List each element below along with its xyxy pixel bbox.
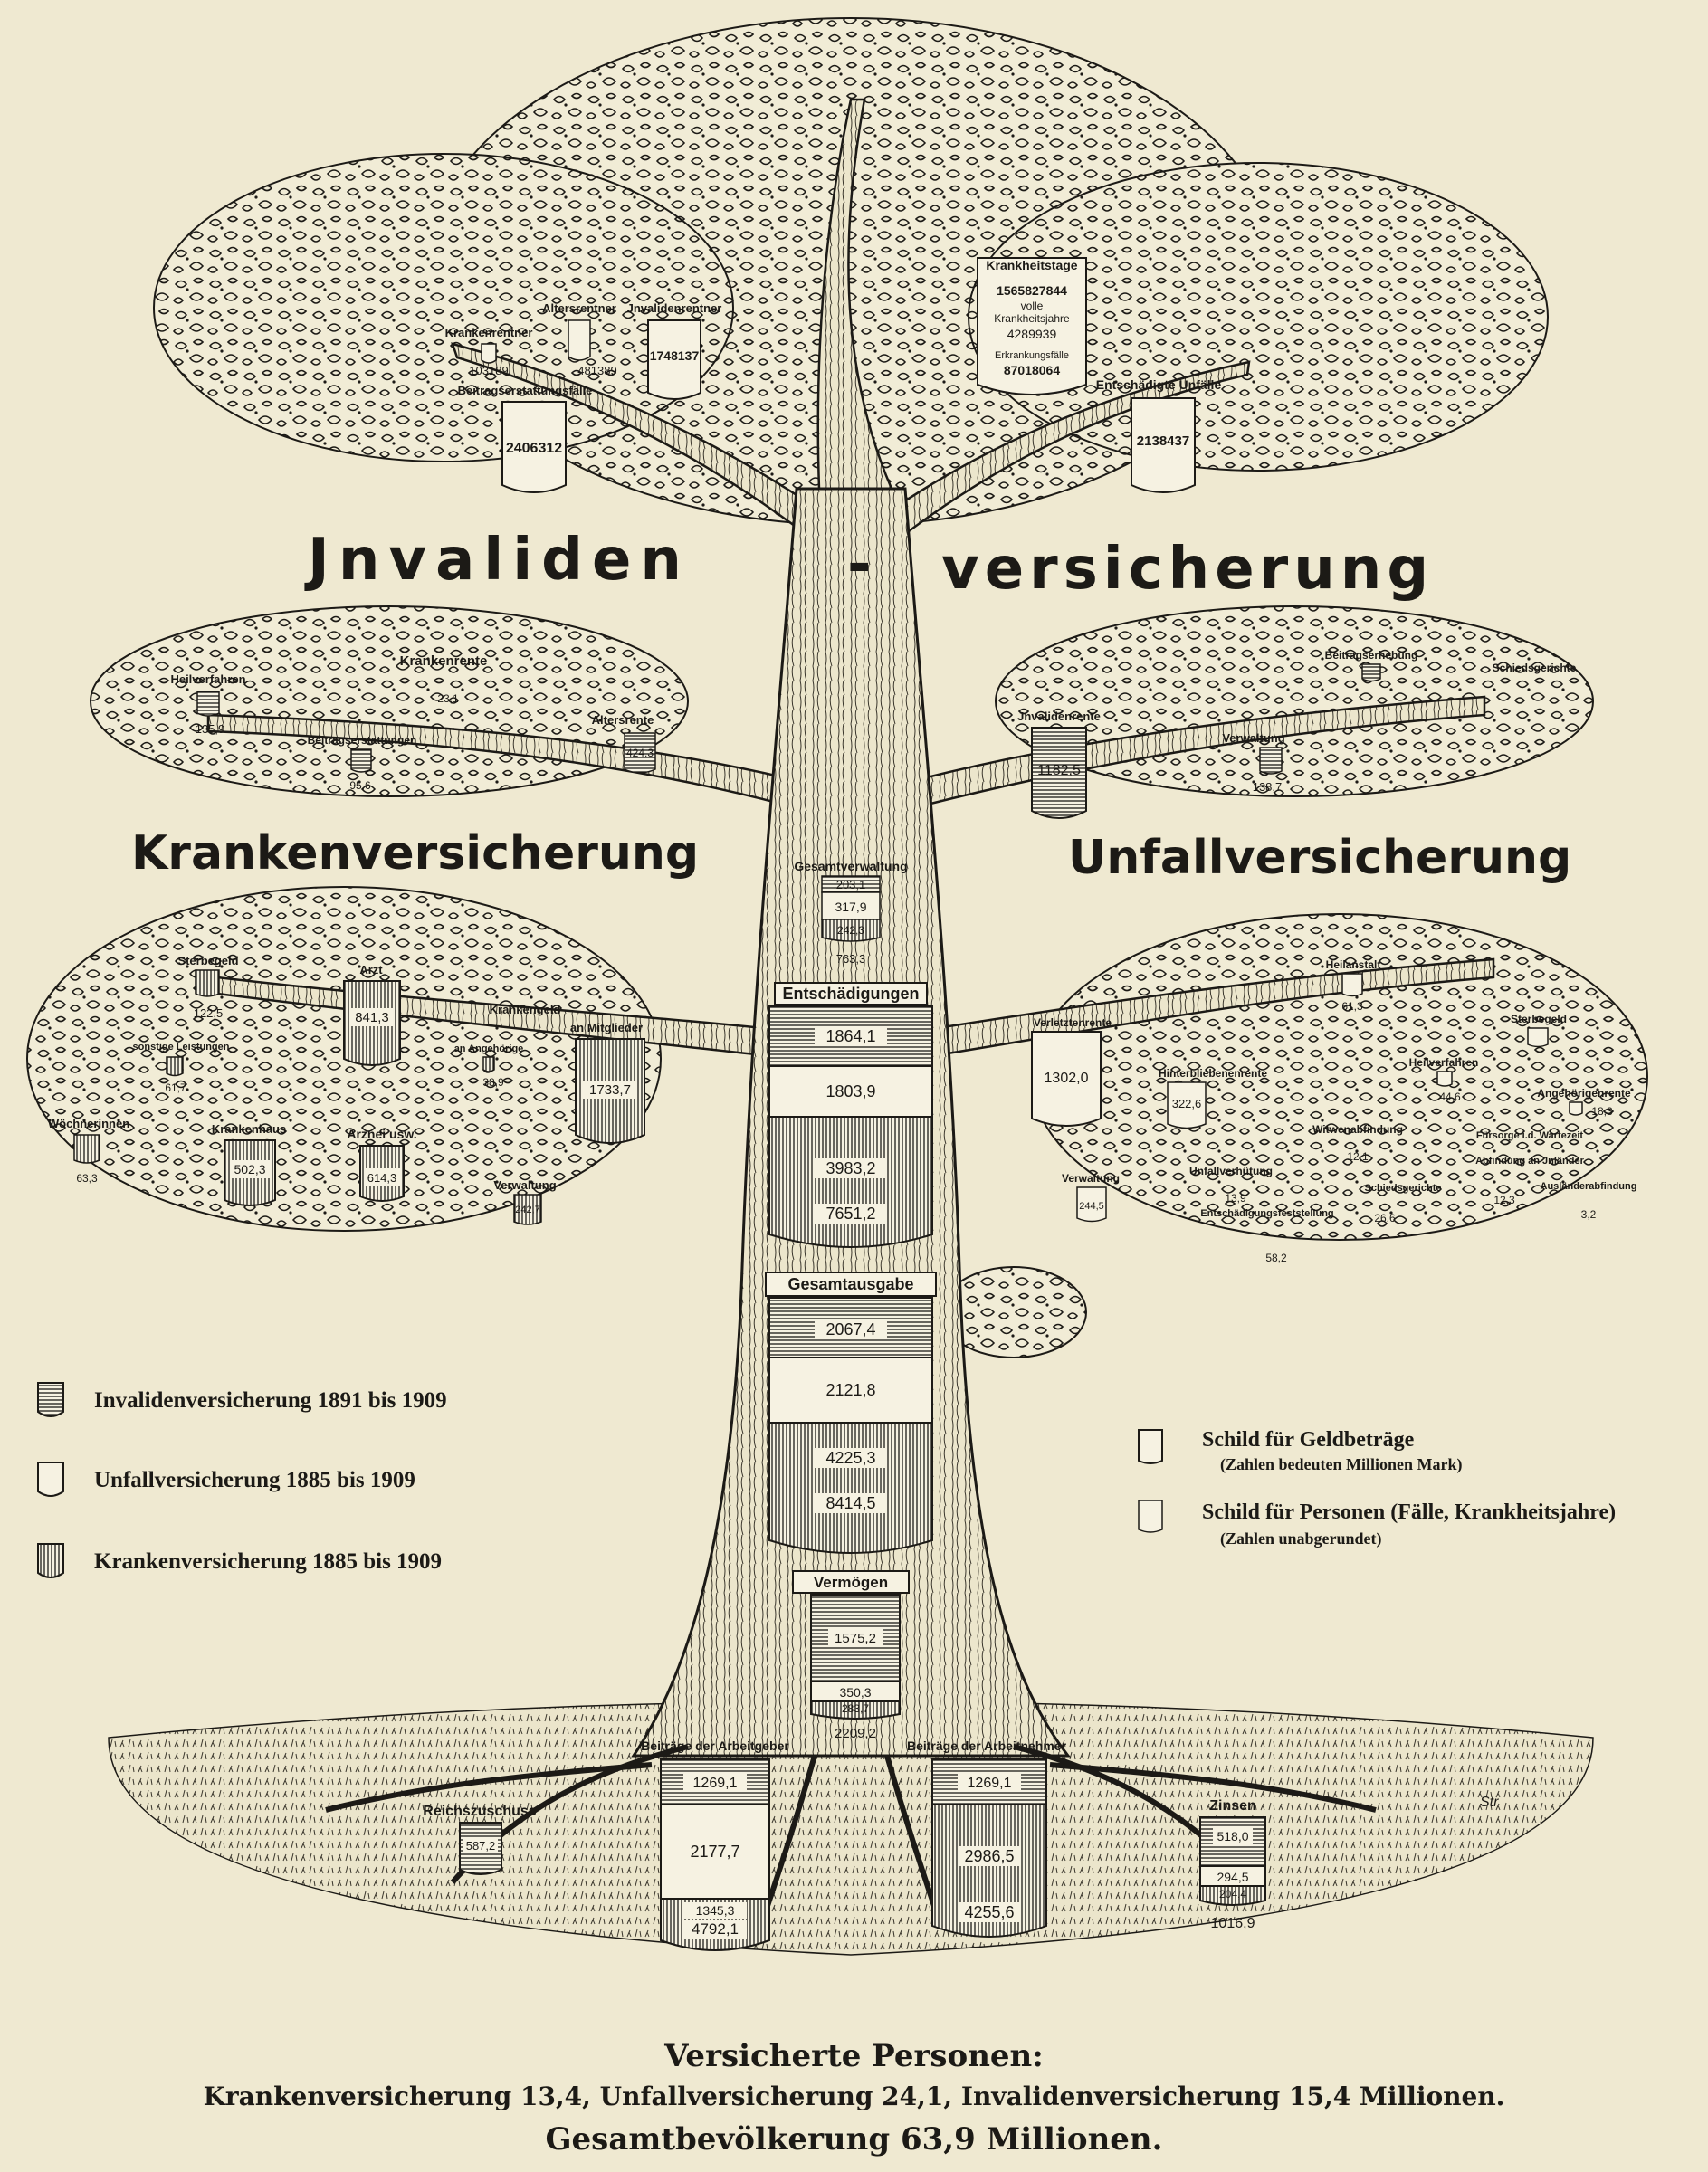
value-uf-verletztenrente: 1302,0 xyxy=(1044,1071,1089,1086)
legend-label-invaliden: Invalidenversicherung 1891 bis 1909 xyxy=(94,1388,447,1413)
title-krankenversicherung: Krankenversicherung xyxy=(131,826,700,881)
value-uf-heilverfahren: 44,6 xyxy=(1439,1091,1461,1103)
value-inv-beitragserstattungen: 95,6 xyxy=(349,779,371,792)
label-kr-arzt: Arzt xyxy=(359,963,383,976)
label-arbeitgeber: Beiträge der Arbeitgeber xyxy=(641,1739,789,1753)
label-inv-verwaltung: Verwaltung xyxy=(1222,731,1285,745)
title-dash: - xyxy=(847,531,872,598)
legend-swatch-blank xyxy=(36,1461,65,1500)
label-uf-auslaenderabfindung: Ausländerabfindung xyxy=(1540,1181,1637,1192)
zi-value-1: 518,0 xyxy=(1217,1829,1249,1843)
label-reichszuschuss: Reichszuschuss xyxy=(423,1804,537,1819)
ent-bar-kranken xyxy=(769,1117,932,1247)
label-uf-fuersorge: Fürsorge i.d. Wartezeit xyxy=(1475,1130,1584,1141)
shield-kr-sterbegeld xyxy=(196,970,219,996)
shield-kr-woechnerinnen xyxy=(74,1135,100,1163)
label-vermoegen: Vermögen xyxy=(813,1574,889,1591)
label-uf-unfallverhuetung: Unfallverhütung xyxy=(1189,1165,1273,1177)
zi-total: 1016,9 xyxy=(1210,1916,1255,1931)
vm-value-1: 1575,2 xyxy=(835,1631,876,1646)
footer-population: Gesamtbevölkerung 63,9 Millionen. xyxy=(545,2121,1163,2158)
shield-kr-an-angehoerige xyxy=(483,1057,494,1072)
ag-value-3: 1345,3 xyxy=(695,1903,735,1918)
value-inv-heilverfahren: 135,9 xyxy=(195,722,225,736)
key-label-persons: Schild für Personen (Fälle, Krankheitsjahre) xyxy=(1202,1500,1617,1524)
legend-key xyxy=(1139,1430,1162,1532)
label-entschaedigte-unfaelle: Entschädigte Unfälle xyxy=(1095,377,1222,392)
footer-heading: Versicherte Personen: xyxy=(664,2038,1044,2074)
value-uf-entschaedigungsfeststellung: 58,2 xyxy=(1265,1252,1287,1264)
value-inv-invalidenrente: 1182,5 xyxy=(1037,763,1081,778)
label-gesamtausgabe: Gesamtausgabe xyxy=(787,1275,914,1293)
gv-value-2: 317,9 xyxy=(835,900,867,914)
an-value-2: 2986,5 xyxy=(964,1847,1015,1865)
label-krankheitstage: Krankheitstage xyxy=(986,258,1078,272)
shield-inv-beitragserstattungen xyxy=(351,749,371,772)
shield-key-money xyxy=(1139,1430,1162,1463)
value-kr-an-angehoerige: 38,9 xyxy=(482,1076,504,1089)
label-arbeitnehmer: Beiträge der Arbeitnehmer xyxy=(906,1739,1067,1753)
an-total: 4255,6 xyxy=(964,1903,1015,1921)
label-gesamtverwaltung: Gesamtverwaltung xyxy=(794,859,908,873)
value-altersrentner: 481389 xyxy=(577,364,617,377)
value-invalidenrentner: 1748137 xyxy=(649,348,700,363)
gv-total: 763,3 xyxy=(835,952,866,966)
value-entschaedigte-unfaelle: 2138437 xyxy=(1136,433,1190,449)
an-value-1: 1269,1 xyxy=(967,1776,1012,1791)
value-reichszuschuss: 587,2 xyxy=(465,1839,496,1853)
label-uf-witwenabfindung: Witwenabfindung xyxy=(1312,1123,1403,1136)
value-kr-sonstige: 61,7 xyxy=(165,1081,186,1094)
title-versicherung: versicherung xyxy=(941,536,1435,603)
gv-value-1: 203,1 xyxy=(835,878,866,891)
label-uf-abfindung-inlaender: Abfindung an Jnländer xyxy=(1475,1156,1584,1167)
value-inv-verwaltung: 138,7 xyxy=(1252,780,1283,794)
label-kr-woechnerinnen: Wöchnerinnen xyxy=(47,1117,130,1130)
value-kr-arzt: 841,3 xyxy=(355,1010,389,1025)
label-kr-krankengeld: Krankengeld xyxy=(489,1003,561,1016)
key-note-persons: (Zahlen unabgerundet) xyxy=(1220,1529,1382,1548)
ga-value-1: 2067,4 xyxy=(825,1320,876,1338)
zi-value-2: 294,5 xyxy=(1217,1870,1249,1884)
ent-value-1: 1864,1 xyxy=(825,1027,876,1045)
key-label-money: Schild für Geldbeträge xyxy=(1202,1428,1415,1452)
ga-value-2: 2121,8 xyxy=(825,1381,876,1399)
value-uf-abfindung-inlaender: 12,3 xyxy=(1493,1194,1515,1206)
label-erkrankungsfaelle: Erkrankungsfälle xyxy=(995,350,1069,361)
value-kr-krankenhaus: 502,3 xyxy=(234,1162,266,1176)
value-kr-an-mitglieder: 1733,7 xyxy=(589,1082,631,1098)
ent-value-3: 3983,2 xyxy=(825,1159,876,1177)
gv-value-3: 242,3 xyxy=(836,924,865,937)
value-inv-krankenrente: 23,1 xyxy=(437,692,459,705)
label-inv-beitragserstattungen: Beitragserstattungen xyxy=(307,734,417,747)
label-uf-heilverfahren: Heilverfahren xyxy=(1408,1056,1479,1069)
label-inv-altersrente: Altersrente xyxy=(591,713,654,727)
value-uf-schiedsgerichte: 26,6 xyxy=(1374,1212,1396,1224)
label-uf-verwaltung: Verwaltung xyxy=(1061,1172,1121,1185)
shield-key-persons xyxy=(1139,1500,1162,1532)
value-kr-122: 122,5 xyxy=(193,1006,224,1020)
label-kr-an-mitglieder: an Mitglieder xyxy=(569,1021,644,1034)
vm-value-2: 350,3 xyxy=(839,1685,872,1700)
value-uf-auslaenderabfindung: 3,2 xyxy=(1580,1208,1597,1221)
key-note-money: (Zahlen bedeuten Millionen Mark) xyxy=(1220,1455,1463,1473)
legend-label-kranken: Krankenversicherung 1885 bis 1909 xyxy=(94,1549,443,1574)
label-inv-heilverfahren: Heilverfahren xyxy=(170,672,246,686)
label-krankenrentner: Krankenrentner xyxy=(444,326,533,339)
value-beitragserstattungsfaelle: 2406312 xyxy=(505,441,563,456)
title-unfallversicherung: Unfallversicherung xyxy=(1068,831,1572,885)
ga-total: 8414,5 xyxy=(825,1494,876,1512)
label-uf-schiedsgerichte: Schiedsgerichte xyxy=(1364,1183,1442,1194)
title-invaliden: Jnvaliden xyxy=(308,527,691,594)
label-uf-angehoerigenrente: Angehörigenrente xyxy=(1537,1087,1631,1100)
label-kr-sterbegeld: Sterbegeld xyxy=(177,954,239,967)
shield-uf-heilanstalt xyxy=(1342,974,1362,996)
vm-total: 2209,2 xyxy=(835,1726,876,1741)
ag-value-1: 1269,1 xyxy=(692,1776,738,1791)
label-entschaedigungen: Entschädigungen xyxy=(782,985,920,1003)
vm-value-3: 283,7 xyxy=(841,1702,870,1715)
legend-item-kranken xyxy=(36,1542,442,1582)
ga-bar-kranken xyxy=(769,1423,932,1553)
label-altersrentner: Altersrentner xyxy=(542,301,616,315)
value-uf-hinterbliebenenrente: 322,6 xyxy=(1171,1097,1202,1110)
label-inv-krankenrente: Krankenrente xyxy=(399,653,488,669)
value-kr-arznei: 614,3 xyxy=(367,1171,397,1185)
shield-inv-heilverfahren xyxy=(197,691,219,716)
footer-insured-counts: Krankenversicherung 13,4, Unfallversicherung 24,1, Invalidenversicherung 15,4 Millionen. xyxy=(203,2082,1505,2111)
value-kr-verwaltung: 242,7 xyxy=(515,1205,540,1215)
value-uf-angehoerigenrente: 18,3 xyxy=(1591,1105,1613,1118)
value-uf-verwaltung: 244,5 xyxy=(1079,1201,1104,1212)
ent-total: 7651,2 xyxy=(825,1205,876,1223)
label-inv-beitragserhebung: Beitragserhebung xyxy=(1324,649,1418,662)
label-kr-krankenhaus: Krankenhaus xyxy=(211,1122,287,1136)
value-krankheitsjahre: 4289939 xyxy=(1007,327,1057,341)
label-kr-arznei: Arznei usw. xyxy=(347,1127,417,1141)
label-uf-sterbegeld: Sterbegeld xyxy=(1510,1013,1568,1025)
ag-value-2: 2177,7 xyxy=(690,1843,740,1861)
shield-uf-heilverfahren xyxy=(1437,1072,1452,1086)
ga-value-3: 4225,3 xyxy=(825,1449,876,1467)
legend-swatch-horizontal xyxy=(36,1381,65,1421)
label-kr-an-angehoerige: an Angehörige xyxy=(453,1043,524,1054)
value-inv-altersrente: 424,3 xyxy=(625,747,654,759)
ag-total: 4792,1 xyxy=(692,1920,739,1938)
shield-uf-sterbegeld xyxy=(1528,1028,1548,1047)
shield-krankenrentner xyxy=(482,344,496,363)
shield-altersrentner xyxy=(568,320,590,360)
artist-signature: Str xyxy=(1480,1795,1499,1810)
label-uf-verletztenrente: Verletztenrente xyxy=(1033,1016,1112,1029)
value-erkrankungsfaelle: 87018064 xyxy=(1003,363,1061,377)
label-volle: volle xyxy=(1020,300,1044,312)
value-uf-witwenabfindung: 12,1 xyxy=(1347,1150,1369,1163)
shield-kr-sonstige xyxy=(167,1057,183,1076)
value-uf-unfallverhuetung: 13,9 xyxy=(1225,1192,1246,1205)
label-krankheitsjahre: Krankheitsjahre xyxy=(994,312,1070,325)
zi-value-3: 204,4 xyxy=(1218,1888,1247,1900)
label-zinsen: Zinsen xyxy=(1209,1798,1256,1814)
label-uf-entschaedigungsfeststellung: Entschädigungsfeststellung xyxy=(1200,1208,1334,1219)
ent-value-2: 1803,9 xyxy=(825,1082,876,1100)
label-uf-heilanstalt: Heilanstalt xyxy=(1325,958,1381,971)
value-uf-heilanstalt: 61,3 xyxy=(1341,1000,1363,1013)
value-krankheitstage: 1565827844 xyxy=(997,283,1067,298)
label-kr-verwaltung: Verwaltung xyxy=(493,1178,557,1192)
label-invalidenrentner: Jnvalidenrentner xyxy=(626,301,722,315)
label-inv-invalidenrente: Jnvalidenrente xyxy=(1017,710,1101,723)
label-inv-schiedsgerichte: Schiedsgerichte xyxy=(1492,662,1577,674)
legend-item-invaliden xyxy=(36,1381,447,1421)
value-kr-woechnerinnen: 63,3 xyxy=(76,1172,98,1185)
label-uf-hinterbliebenenrente: Hinterbliebenenrente xyxy=(1158,1067,1268,1080)
label-beitragserstattungsfaelle: Beitragserstattungsfälle xyxy=(457,384,593,397)
shield-inv-verwaltung xyxy=(1260,748,1282,774)
legend-item-unfall xyxy=(36,1461,415,1500)
label-kr-sonstige: sonstige Leistungen xyxy=(132,1042,230,1053)
value-krankenrentner: 103189 xyxy=(469,364,509,377)
shield-uf-angehoerigenrente xyxy=(1570,1102,1582,1115)
shield-inv-beitragserhebung xyxy=(1362,664,1380,681)
legend-label-unfall: Unfallversicherung 1885 bis 1909 xyxy=(94,1468,415,1492)
legend-swatch-vertical xyxy=(36,1542,65,1582)
